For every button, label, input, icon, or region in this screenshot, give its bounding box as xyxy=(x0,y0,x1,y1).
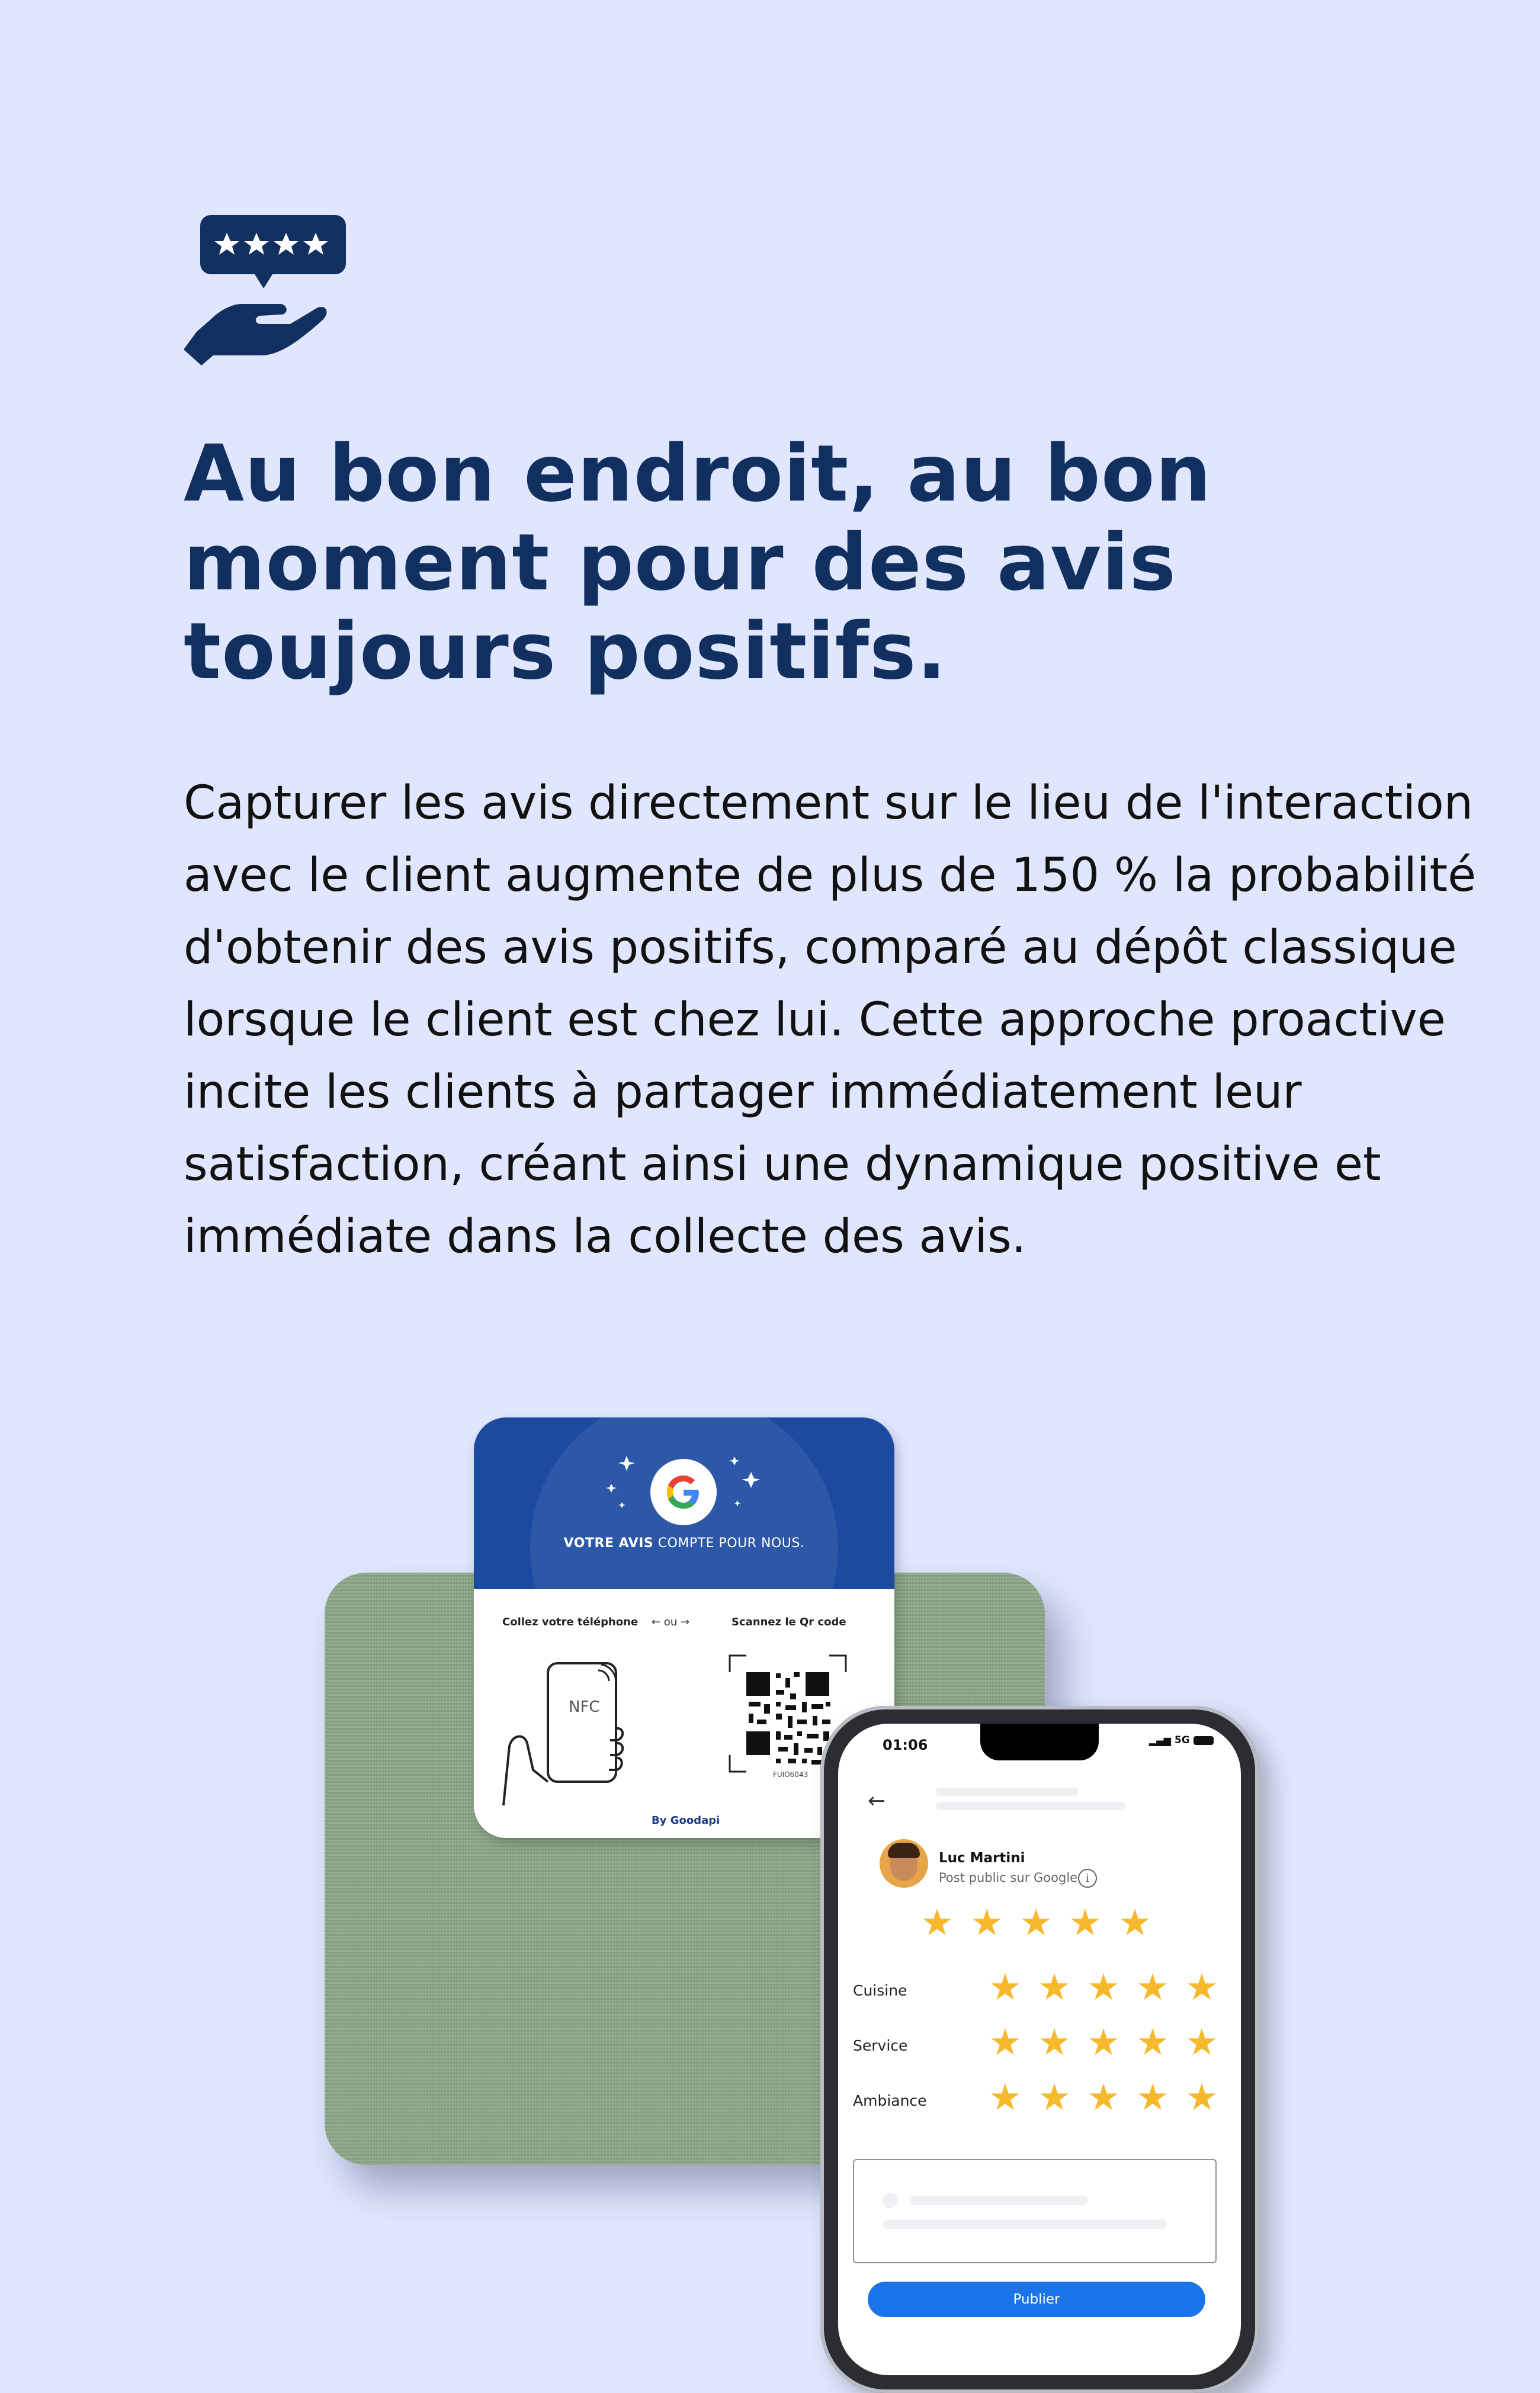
service-star[interactable]: ★ xyxy=(1038,2020,1071,2064)
body-line: Capturer les avis directement sur le lieu de l'interaction xyxy=(184,777,1474,830)
rating-label-service: Service xyxy=(853,2037,908,2054)
ambiance-star[interactable]: ★ xyxy=(989,2076,1022,2119)
phone-notch xyxy=(980,1724,1099,1760)
overall-star[interactable]: ★ xyxy=(1118,1901,1151,1944)
ambiance-star[interactable]: ★ xyxy=(1038,2076,1071,2119)
card-header xyxy=(474,1417,894,1589)
skeleton-line xyxy=(910,2196,1088,2205)
network-label: 5G xyxy=(1174,1734,1190,1746)
body-line: d'obtenir des avis positifs, comparé au dépôt classique xyxy=(184,921,1457,974)
reviewer-name: Luc Martini xyxy=(939,1850,1025,1866)
google-logo-icon xyxy=(650,1459,717,1525)
overall-star[interactable]: ★ xyxy=(970,1901,1003,1944)
cuisine-star[interactable]: ★ xyxy=(1185,1965,1218,2009)
hand-holding-phone-nfc-icon xyxy=(498,1657,634,1811)
body-line: immédiate dans la collecte des avis. xyxy=(184,1210,1026,1263)
hand-holding-review-stars-icon xyxy=(178,210,349,382)
body-line: lorsque le client est chez lui. Cette approche proactive xyxy=(184,993,1446,1047)
overall-star[interactable]: ★ xyxy=(1069,1901,1102,1944)
headline-line: toujours positifs. xyxy=(184,606,947,697)
phone-screen xyxy=(838,1724,1241,2375)
body-paragraph xyxy=(184,767,1477,1273)
headline xyxy=(184,429,1368,696)
rating-label-ambiance: Ambiance xyxy=(853,2092,927,2109)
card-brand: By Goodapi xyxy=(652,1814,720,1827)
cuisine-star[interactable]: ★ xyxy=(1087,1965,1120,2009)
headline-line: Au bon endroit, au bon xyxy=(184,428,1212,519)
svg-text:NFC: NFC xyxy=(569,1698,600,1716)
body-line: avec le client augmente de plus de 150 % la probabilité xyxy=(184,849,1477,902)
reviewer-subtitle: Post public sur Google xyxy=(939,1871,1078,1885)
overall-star[interactable]: ★ xyxy=(920,1901,954,1944)
publish-button[interactable]: Publier xyxy=(868,2282,1205,2317)
cuisine-star[interactable]: ★ xyxy=(1038,1965,1071,2009)
service-star[interactable]: ★ xyxy=(1136,2020,1169,2064)
card-qr-instruction: Scannez le Qr code xyxy=(732,1616,846,1628)
skeleton-line xyxy=(936,1788,1078,1796)
skeleton-line xyxy=(936,1802,1125,1810)
card-separator: ← ou → xyxy=(652,1616,690,1628)
body-line: satisfaction, créant ainsi une dynamique positive et xyxy=(184,1138,1381,1191)
review-text-input[interactable] xyxy=(853,2159,1217,2263)
phone-mockup xyxy=(820,1706,1259,2393)
cuisine-star[interactable]: ★ xyxy=(1136,1965,1169,2009)
back-arrow-icon[interactable]: ← xyxy=(868,1789,886,1813)
ambiance-star[interactable]: ★ xyxy=(1136,2076,1169,2119)
body-line: incite les clients à partager immédiatement leur xyxy=(184,1066,1302,1119)
ambiance-star[interactable]: ★ xyxy=(1185,2076,1218,2119)
ambiance-star[interactable]: ★ xyxy=(1087,2076,1120,2119)
service-star[interactable]: ★ xyxy=(1185,2020,1218,2064)
status-indicators xyxy=(1149,1734,1214,1746)
cuisine-star[interactable]: ★ xyxy=(989,1965,1022,2009)
skeleton-line xyxy=(883,2219,1167,2229)
headline-line: moment pour des avis xyxy=(184,517,1176,608)
card-nfc-instruction: Collez votre téléphone xyxy=(502,1616,639,1628)
reviewer-avatar xyxy=(880,1839,928,1888)
status-time: 01:06 xyxy=(883,1737,928,1753)
rating-label-cuisine: Cuisine xyxy=(853,1982,907,1999)
signal-icon: ▂▄▆ xyxy=(1149,1734,1171,1746)
service-star[interactable]: ★ xyxy=(989,2020,1022,2064)
info-icon[interactable]: i xyxy=(1078,1869,1097,1888)
card-slogan: VOTRE AVIS COMPTE POUR NOUS. xyxy=(563,1536,805,1551)
overall-star[interactable]: ★ xyxy=(1019,1901,1053,1944)
battery-icon xyxy=(1194,1736,1214,1745)
service-star[interactable]: ★ xyxy=(1087,2020,1120,2064)
qr-code-id: FUIO6043 xyxy=(773,1770,808,1779)
